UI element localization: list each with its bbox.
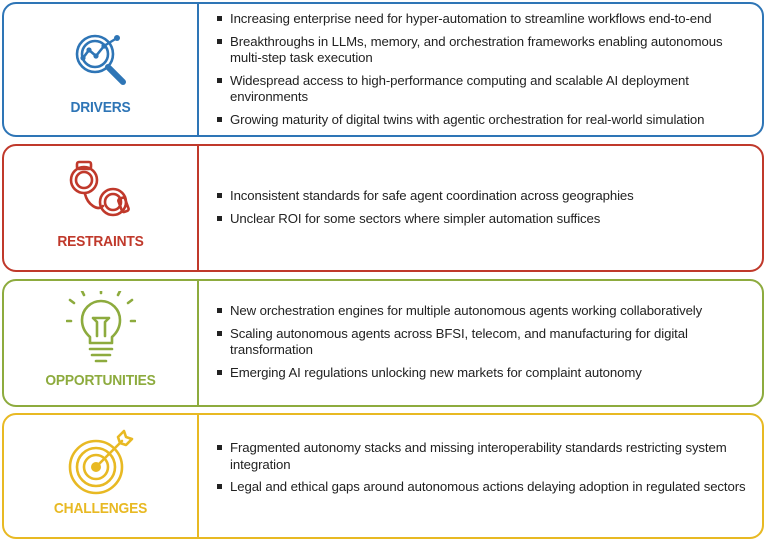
list-item: Emerging AI regulations unlocking new markets for complaint autonomy (217, 365, 750, 382)
lightbulb-icon (66, 291, 136, 367)
list-item: Growing maturity of digital twins with agentic orchestration for real-world simulation (217, 112, 750, 129)
opportunities-panel (2, 279, 764, 407)
list-item: Scaling autonomous agents across BFSI, telecom, and manufacturing for digital transformation (217, 326, 750, 359)
list-item: New orchestration engines for multiple autonomous agents working collaboratively (217, 303, 750, 320)
list-item: Fragmented autonomy stacks and missing interoperability standards restricting system integration (217, 440, 750, 473)
drivers-list (217, 11, 750, 134)
list-item: Inconsistent standards for safe agent coordination across geographies (217, 188, 750, 205)
restraints-list (217, 188, 750, 233)
handcuffs-icon (65, 160, 137, 226)
list-item: Increasing enterprise need for hyper-automation to streamline workflows end-to-end (217, 11, 750, 28)
drivers-panel (2, 2, 764, 137)
restraints-header (4, 146, 197, 270)
restraints-label: RESTRAINTS (57, 233, 144, 250)
drivers-label: DRIVERS (70, 99, 131, 116)
opportunities-header (4, 281, 197, 405)
target-arrow-icon (66, 427, 136, 497)
list-item: Legal and ethical gaps around autonomous actions delaying adoption in regulated sectors (217, 479, 750, 496)
restraints-panel (2, 144, 764, 272)
opportunities-list (217, 303, 750, 387)
drivers-header (4, 4, 197, 135)
list-item: Unclear ROI for some sectors where simpler automation suffices (217, 211, 750, 228)
chart-magnifier-icon (69, 26, 133, 88)
challenges-list (217, 440, 750, 502)
challenges-header (4, 415, 197, 537)
list-item: Breakthroughs in LLMs, memory, and orchestration frameworks enabling autonomous multi-step task execution (217, 34, 750, 67)
list-item: Widespread access to high-performance computing and scalable AI deployment environments (217, 73, 750, 106)
opportunities-label: OPPORTUNITIES (45, 372, 156, 389)
challenges-panel (2, 413, 764, 539)
challenges-label: CHALLENGES (53, 500, 148, 517)
